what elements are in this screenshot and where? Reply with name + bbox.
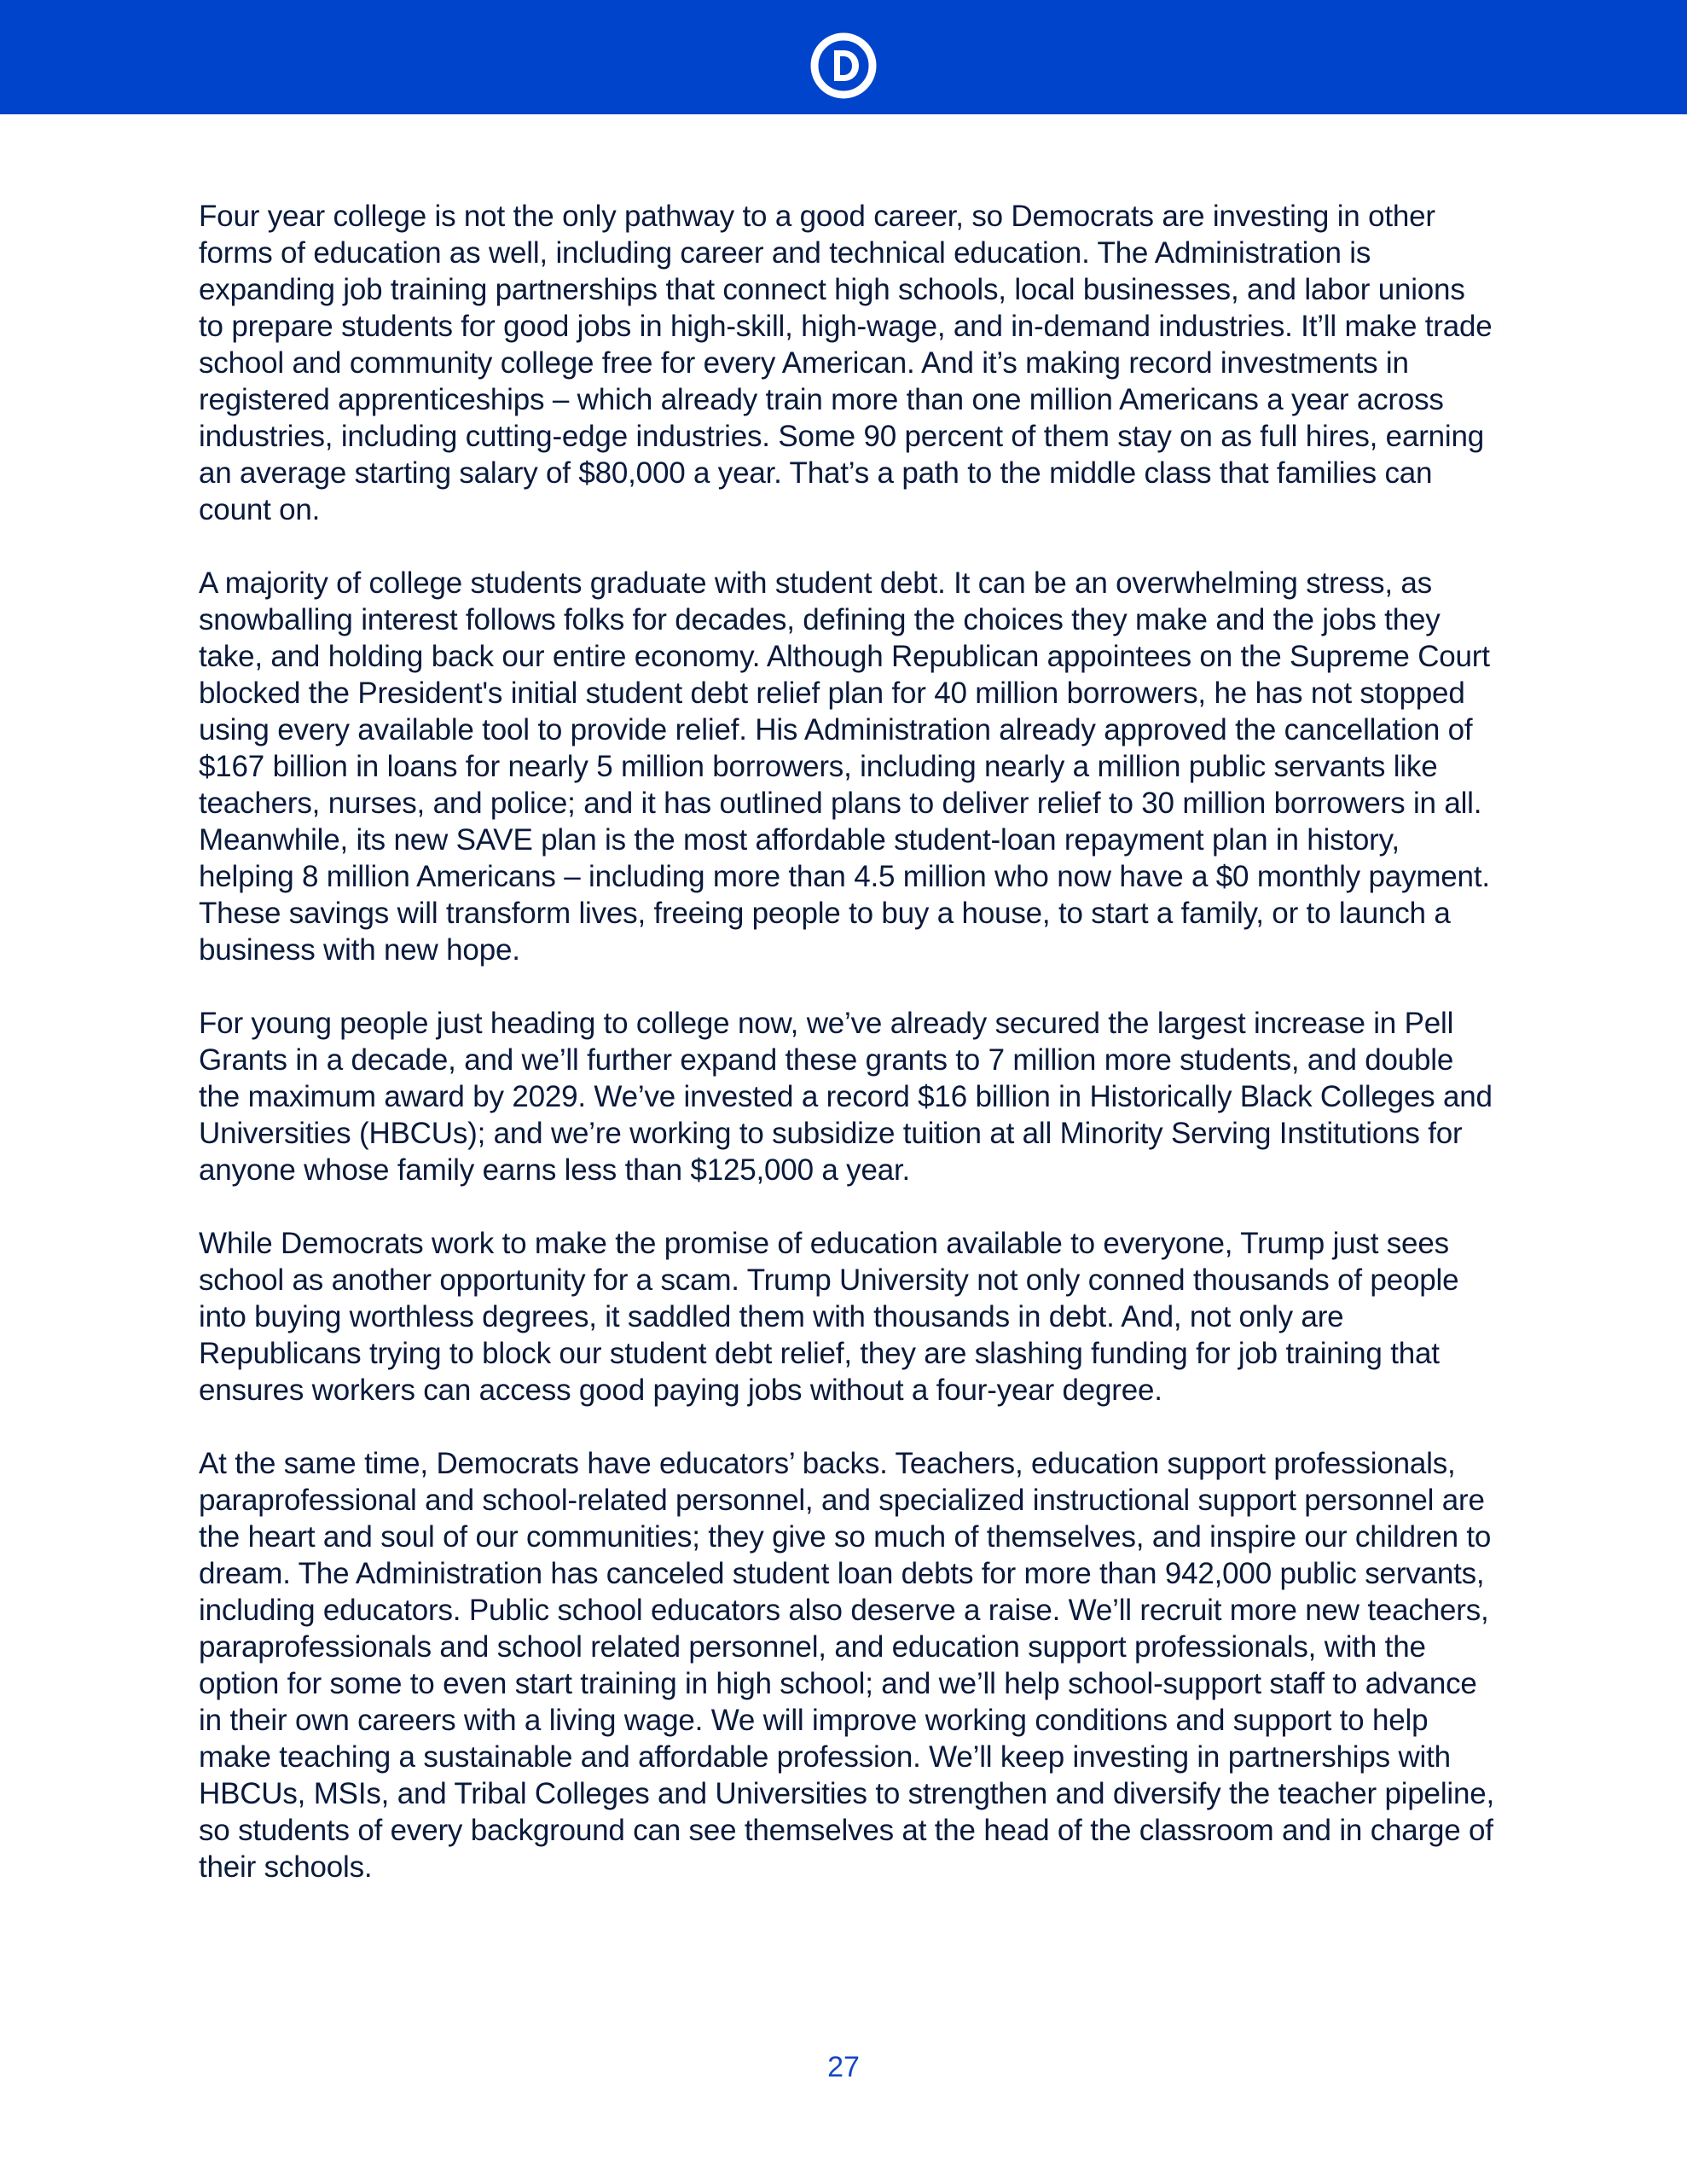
page-number: 27 — [827, 2051, 860, 2083]
paragraph-career-technical-education: Four year college is not the only pathway to a good career, so Democrats are investing in other forms of education as well, including career and technical education. The Administration is expanding job training partnerships that connect high schools, local businesses, and labor unions to prepare students for good jobs in high-skill, high-wage, and in-demand industries. It’ll make trade school and community college free for every American. And it’s making record investments in registered apprenticeships – which already train more than one million Americans a year across industries, including cutting-edge industries. Some 90 percent of them stay on as full hires, earning an average starting salary of $80,000 a year. That’s a path to the middle class that families can count on. — [199, 200, 1493, 526]
paragraph-student-debt: A majority of college students graduate with student debt. It can be an overwhelming stress, as snowballing interest follows folks for decades, defining the choices they make and the jobs they take, and holding back our entire economy. Although Republican appointees on the Supreme Court blocked the President's initial student debt relief plan for 40 million borrowers, he has not stopped using every available tool to provide relief. His Administration already approved the cancellation of $167 billion in loans for nearly 5 million borrowers, including nearly a million public servants like teachers, nurses, and police; and it has outlined plans to deliver relief to 30 million borrowers in all. Meanwhile, its new SAVE plan is the most affordable student-loan repayment plan in history, helping 8 million Americans – including more than 4.5 million who now have a $0 monthly payment. These savings will transform lives, freeing people to buy a house, to start a family, or to launch a business with new hope. — [199, 566, 1490, 967]
dnc-d-logo-icon — [809, 32, 878, 100]
header-band — [0, 0, 1687, 114]
paragraph-trump-university: While Democrats work to make the promise of education available to everyone, Trump just sees school as another opportunity for a scam. Trump University not only conned thousands of people into buying worthless degrees, it saddled them with thousands in debt. And, not only are Republicans trying to block our student debt relief, they are slashing funding for job training that ensures workers can access good paying jobs without a four-year degree. — [199, 1227, 1459, 1407]
paragraph-educators: At the same time, Democrats have educators’ backs. Teachers, education support professionals, paraprofessional and school-related personnel, and specialized instructional support personnel are the heart and soul of our communities; they give so much of themselves, and inspire our children to dream. The Administration has canceled student loan debts for more than 942,000 public servants, including educators. Public school educators also deserve a raise. We’ll recruit more new teachers, paraprofessionals and school related personnel, and education support professionals, with the option for some to even start training in high school; and we’ll help school-support staff to advance in their own careers with a living wage. We will improve working conditions and support to help make teaching a sustainable and affordable profession. We’ll keep investing in partnerships with HBCUs, MSIs, and Tribal Colleges and Universities to strengthen and diversify the teacher pipeline, so students of every background can see themselves at the head of the classroom and in charge of their schools. — [199, 1447, 1495, 1884]
paragraph-pell-grants: For young people just heading to college now, we’ve already secured the largest increase in Pell Grants in a decade, and we’ll further expand these grants to 7 million more students, and double the maximum award by 2029. We’ve invested a record $16 billion in Historically Black Colleges and Universities (HBCUs); and we’re working to subsidize tuition at all Minority Serving Institutions for anyone whose family earns less than $125,000 a year. — [199, 1007, 1493, 1187]
document-body — [199, 198, 1495, 1922]
